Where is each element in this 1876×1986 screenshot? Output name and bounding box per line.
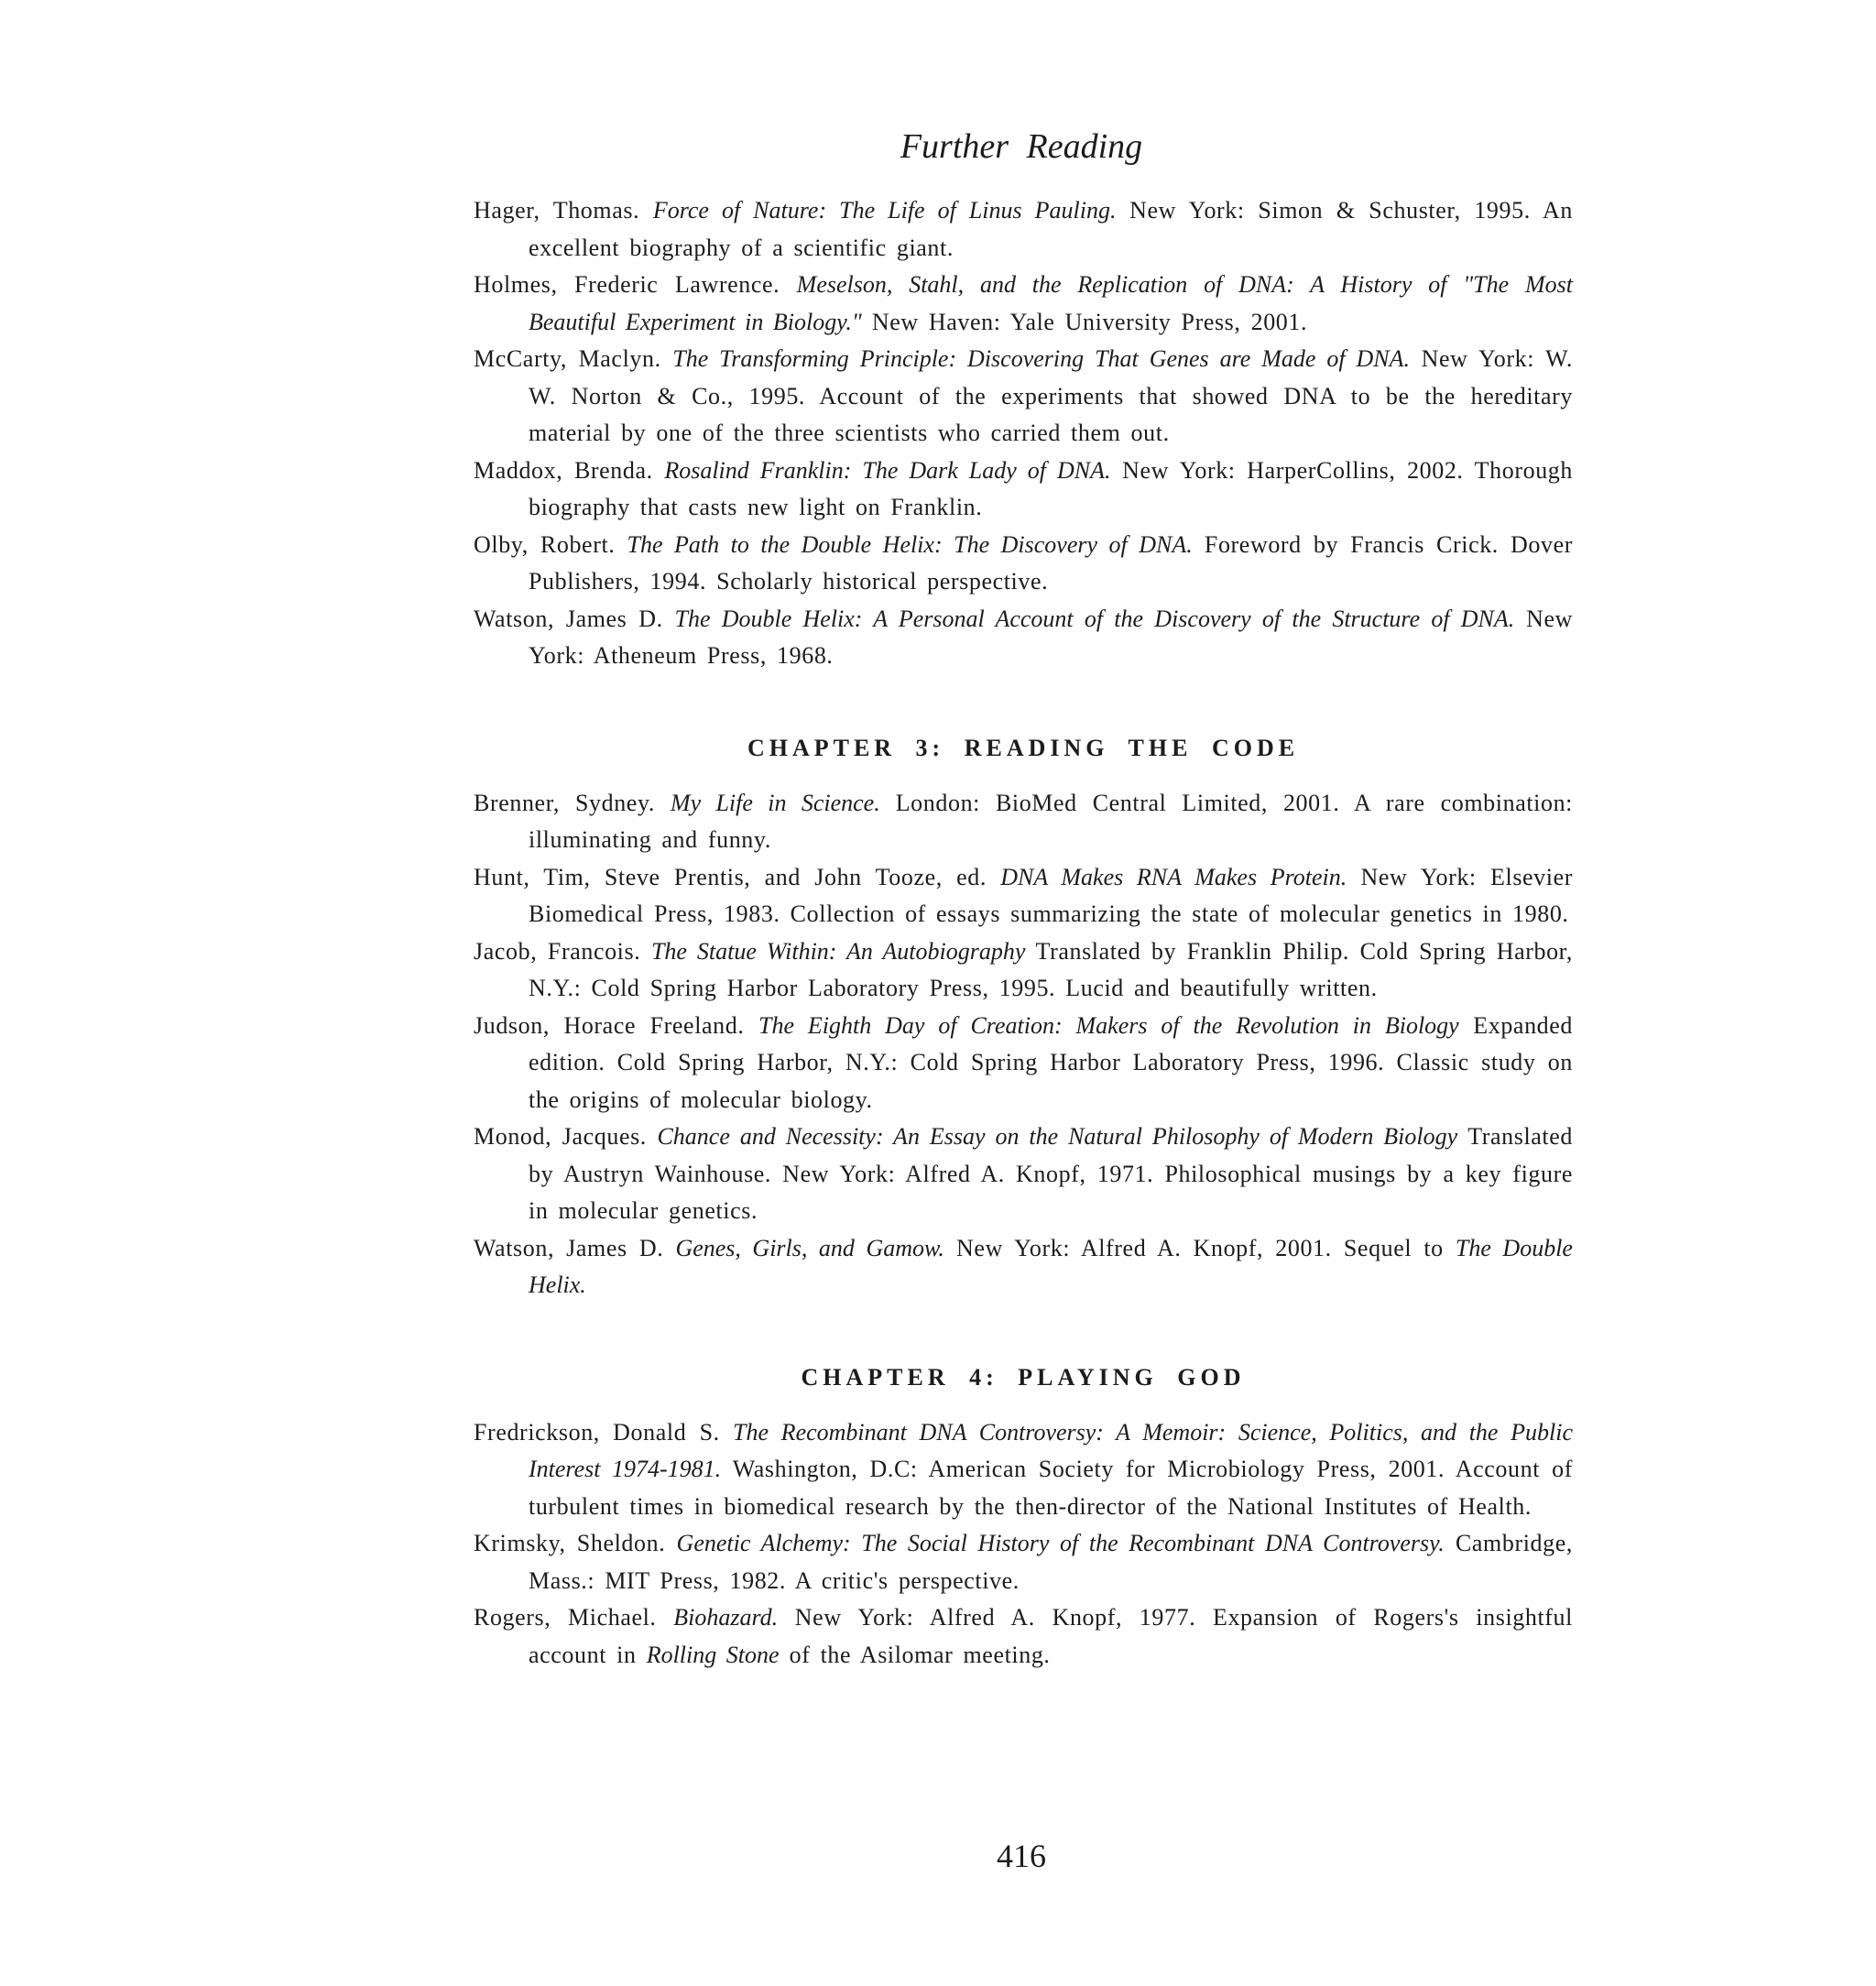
entry-title: Genes, Girls, and Gamow. (675, 1234, 944, 1261)
bibliography-entry (474, 1599, 1573, 1674)
bibliography-entry (474, 1525, 1573, 1599)
entry-title: The Path to the Double Helix: The Discovery of DNA. (627, 530, 1193, 558)
bibliography-section (474, 192, 1573, 675)
entry-details: Expanded edition. Cold Spring Harbor, N.Y.: Cold Spring Harbor Laboratory Press, 1996. Classic study on the origins of molecular biology. (529, 1011, 1574, 1113)
entry-details: New York: Simon & Schuster, 1995. An excellent biography of a scientific giant. (529, 197, 1573, 261)
entry-author: McCarty, Maclyn. (474, 345, 661, 372)
entry-author: Hunt, Tim, Steve Prentis, and John Tooze, ed. (474, 863, 987, 890)
entry-author: Watson, James D. (474, 605, 663, 632)
bibliography-entry (474, 1118, 1573, 1230)
bibliography-entry (474, 601, 1573, 675)
entry-title: The Statue Within: An Autobiography (650, 937, 1026, 965)
entry-author: Holmes, Frederic Lawrence. (474, 271, 780, 298)
entry-author: Watson, James D. (474, 1234, 664, 1261)
bibliography-entry (474, 1008, 1573, 1119)
entry-author: Brenner, Sydney. (474, 789, 655, 816)
bibliography-column (474, 192, 1573, 1674)
spacer (474, 767, 1573, 785)
entry-details: New York: Alfred A. Knopf, 1977. Expansion of Rogers's insightful account in (529, 1604, 1573, 1668)
bibliography-entry (474, 453, 1573, 527)
entry-details: New York: HarperCollins, 2002. Thorough biography that casts new light on Franklin. (529, 456, 1573, 520)
entry-details-secondary: of the Asilomar meeting. (789, 1641, 1051, 1668)
chapter-heading: CHAPTER 3: READING THE CODE (747, 734, 1300, 761)
entry-details: Translated by Franklin Philip. Cold Spring Harbor, N.Y.: Cold Spring Harbor Laboratory Press, 1995. Lucid and beautifully written. (529, 937, 1573, 1001)
entry-title: DNA Makes RNA Makes Protein. (1000, 863, 1347, 890)
running-head: Further Reading (900, 127, 1143, 166)
entry-title: Force of Nature: The Life of Linus Pauling. (652, 197, 1117, 224)
entry-author: Olby, Robert. (474, 530, 616, 558)
entry-author: Judson, Horace Freeland. (474, 1011, 745, 1039)
entry-details: New York: W. W. Norton & Co., 1995. Account of the experiments that showed DNA to be the hereditary material by one of the three scientists who carried them out. (529, 345, 1573, 446)
entry-details: Washington, D.C: American Society for Microbiology Press, 2001. Account of turbulent times in biomedical research by the then-director of the National Institutes of Health. (529, 1456, 1573, 1520)
entry-author: Hager, Thomas. (474, 197, 640, 224)
entry-title-secondary: Rolling Stone (646, 1641, 780, 1668)
entry-title: Biohazard. (673, 1604, 779, 1631)
entry-details: New Haven: Yale University Press, 2001. (871, 308, 1308, 335)
entry-author: Jacob, Francois. (474, 937, 641, 965)
bibliography-entry (474, 933, 1573, 1008)
spacer (474, 1304, 1573, 1359)
entry-details: London: BioMed Central Limited, 2001. A rare combination: illuminating and funny. (529, 789, 1574, 853)
entry-author: Krimsky, Sheldon. (474, 1530, 666, 1556)
entry-details: Foreword by Francis Crick. Dover Publishers, 1994. Scholarly historical perspective. (529, 530, 1573, 595)
entry-author: Fredrickson, Donald S. (474, 1418, 720, 1446)
spacer (474, 1396, 1573, 1414)
bibliography-entry (474, 192, 1573, 267)
bibliography-section (474, 730, 1573, 1304)
entry-title-secondary: The Double Helix. (529, 1234, 1573, 1298)
entry-title: The Transforming Principle: Discovering That Genes are Made of DNA. (672, 345, 1411, 372)
entry-title: Rosalind Franklin: The Dark Lady of DNA. (664, 456, 1111, 484)
page-number: 416 (997, 1838, 1046, 1874)
entry-title: The Double Helix: A Personal Account of the Discovery of the Structure of DNA. (674, 605, 1515, 632)
entry-title: The Eighth Day of Creation: Makers of the Revolution in Biology (758, 1011, 1459, 1039)
entry-author: Rogers, Michael. (474, 1604, 657, 1631)
entry-details: Translated by Austryn Wainhouse. New York: Alfred A. Knopf, 1971. Philosophical musings by a key figure in molecular genetics. (529, 1123, 1573, 1224)
bibliography-entry (474, 267, 1573, 341)
bibliography-entry (474, 527, 1573, 601)
entry-title: Chance and Necessity: An Essay on the Natural Philosophy of Modern Biology (657, 1123, 1458, 1150)
bibliography-entry (474, 785, 1573, 859)
entry-author: Monod, Jacques. (474, 1123, 647, 1150)
entry-details: Cambridge, Mass.: MIT Press, 1982. A critic's perspective. (529, 1530, 1573, 1594)
entry-details: New York: Elsevier Biomedical Press, 1983. Collection of essays summarizing the state of molecular genetics in 1980. (529, 863, 1574, 927)
entry-details: New York: Atheneum Press, 1968. (529, 605, 1574, 669)
entry-title: My Life in Science. (670, 789, 880, 816)
bibliography-entry (474, 1230, 1573, 1304)
bibliography-entry (474, 341, 1573, 453)
entry-details: New York: Alfred A. Knopf, 2001. Sequel to (956, 1234, 1444, 1261)
spacer (474, 675, 1573, 730)
bibliography-section (474, 1359, 1573, 1675)
entry-title: The Recombinant DNA Controversy: A Memoir: Science, Politics, and the Public Interest 1974-1981. (529, 1418, 1573, 1482)
entry-author: Maddox, Brenda. (474, 456, 653, 484)
entry-title: Meselson, Stahl, and the Replication of DNA: A History of "The Most Beautiful Experiment in Biology." (529, 271, 1573, 335)
bibliography-entry (474, 859, 1573, 933)
entry-title: Genetic Alchemy: The Social History of the Recombinant DNA Controversy. (676, 1530, 1445, 1556)
bibliography-entry (474, 1414, 1573, 1526)
chapter-heading: CHAPTER 4: PLAYING GOD (801, 1363, 1246, 1391)
